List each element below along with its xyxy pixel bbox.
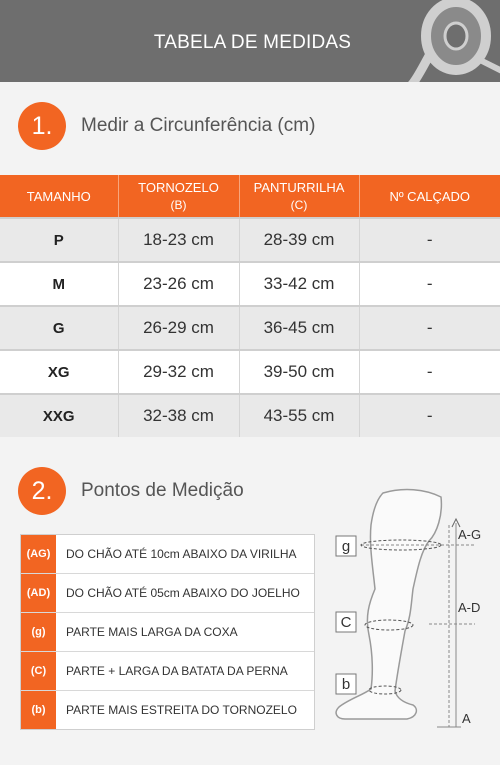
ankle-cell: 18-23 cm xyxy=(118,218,239,262)
size-cell: M xyxy=(0,262,118,306)
ankle-cell: 32-38 cm xyxy=(118,394,239,437)
legend-text: DO CHÃO ATÉ 05cm ABAIXO DO JOELHO xyxy=(66,586,300,600)
table-row xyxy=(0,394,500,437)
table-row xyxy=(0,350,500,394)
table-row xyxy=(0,262,500,306)
label-b: b xyxy=(341,676,351,693)
legend-text: PARTE MAIS ESTREITA DO TORNOZELO xyxy=(66,703,297,717)
shoe-cell: - xyxy=(359,306,500,350)
legend-row xyxy=(21,651,314,690)
legend-text: PARTE MAIS LARGA DA COXA xyxy=(66,625,238,639)
ankle-cell: 29-32 cm xyxy=(118,350,239,394)
legend-code: (AD) xyxy=(21,574,56,612)
calf-cell: 39-50 cm xyxy=(239,350,359,394)
size-cell: XG xyxy=(0,350,118,394)
label-c: C xyxy=(340,614,352,631)
height-label-ad: A-D xyxy=(458,600,481,615)
measuring-tape-icon xyxy=(368,0,500,82)
size-cell: G xyxy=(0,306,118,350)
size-cell: XXG xyxy=(0,394,118,437)
shoe-cell: - xyxy=(359,262,500,306)
legend-code: (b) xyxy=(21,691,56,729)
size-cell: P xyxy=(0,218,118,262)
legend-code: (g) xyxy=(21,613,56,651)
measurement-legend xyxy=(20,534,315,730)
height-label-ag: A-G xyxy=(458,527,482,542)
section-2-number: 2. xyxy=(18,467,66,515)
calf-cell: 28-39 cm xyxy=(239,218,359,262)
calf-cell: 33-42 cm xyxy=(239,262,359,306)
calf-cell: 43-55 cm xyxy=(239,394,359,437)
col-header-calf: PANTURRILHA (C) xyxy=(239,175,359,218)
legend-row xyxy=(21,573,314,612)
col-header-shoe: Nº CALÇADO xyxy=(359,175,500,218)
height-label-a: A xyxy=(462,711,471,726)
page-header xyxy=(0,0,500,82)
shoe-cell: - xyxy=(359,394,500,437)
col-header-ankle: TORNOZELO (B) xyxy=(118,175,239,218)
section-2-heading xyxy=(18,467,244,515)
table-row xyxy=(0,306,500,350)
size-table-header xyxy=(0,175,500,218)
label-g: g xyxy=(341,538,351,555)
legend-row xyxy=(21,535,314,573)
legend-text: PARTE + LARGA DA BATATA DA PERNA xyxy=(66,664,288,678)
section-1-title: Medir a Circunferência (cm) xyxy=(81,115,316,136)
ankle-cell: 26-29 cm xyxy=(118,306,239,350)
shoe-cell: - xyxy=(359,350,500,394)
legend-code: (AG) xyxy=(21,535,56,573)
legend-code: (C) xyxy=(21,652,56,690)
section-1-number: 1. xyxy=(18,102,66,150)
legend-row xyxy=(21,690,314,729)
legend-row xyxy=(21,612,314,651)
ankle-cell: 23-26 cm xyxy=(118,262,239,306)
leg-diagram xyxy=(325,485,497,743)
col-header-size: TAMANHO xyxy=(0,175,118,218)
size-table xyxy=(0,175,500,437)
page-title: TABELA DE MEDIDAS xyxy=(153,32,352,53)
section-2-title: Pontos de Medição xyxy=(81,480,244,501)
section-1-heading xyxy=(18,102,315,150)
calf-cell: 36-45 cm xyxy=(239,306,359,350)
table-row xyxy=(0,218,500,262)
legend-text: DO CHÃO ATÉ 10cm ABAIXO DA VIRILHA xyxy=(66,547,297,561)
shoe-cell: - xyxy=(359,218,500,262)
